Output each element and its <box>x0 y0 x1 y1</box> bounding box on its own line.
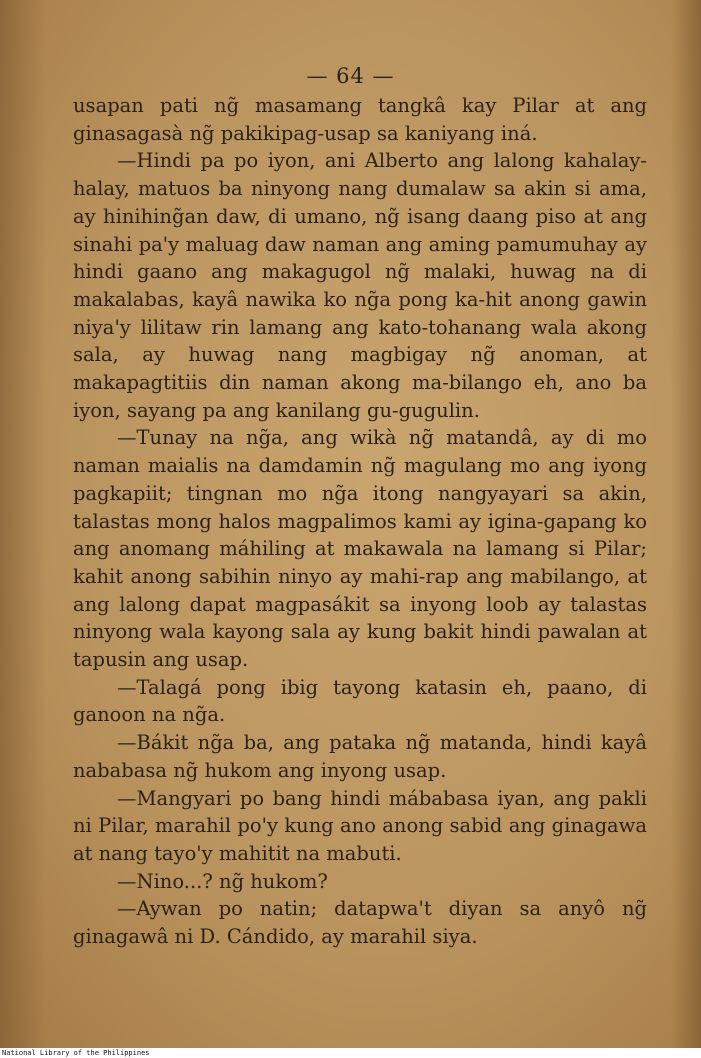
body-text <box>73 92 647 951</box>
paragraph: —Mangyari po bang hindi mábabasa iyan, ang pakli ni Pilar, marahil po'y kung ano anong sabid ang ginagawa at nang tayo'y mahitit na mabuti. <box>73 786 647 865</box>
page-number: — 64 — <box>306 64 395 88</box>
paragraph: usapan pati ng̃ masamang tangkâ kay Pilar at ang ginasagasà ng̃ pakikipag-usap sa kaniyang iná. <box>73 94 647 145</box>
paragraph: —Aywan po natin; datapwa't diyan sa anyô ng̃ ginagawâ ni D. Cándido, ay marahil siya. <box>73 897 647 949</box>
footer-strip <box>0 1048 701 1058</box>
paragraph: —Talagá pong ibig tayong katasin eh, paano, di ganoon na ng̃a. <box>73 675 647 727</box>
paragraph: —Tunay na ng̃a, ang wikà ng̃ matandâ, ay di mo naman maialis na damdamin ng̃ magulang mo ang iyong pagkapiit; tingnan mo ng̃a itong nangyayari sa akin, talastas mong halos magpalimos kami ay igina-gapang ko ang anomang máhiling at makawala na lamang si Pilar; kahit anong sabihin ninyo ay mahi-rap ang mabilango, at ang lalong dapat magpasákit sa inyong loob ay talastas ninyong wala kayong sala ay kung bakit hindi pawalan at tapusin ang usap. <box>73 426 647 672</box>
library-credit: National Library of the Philippines <box>2 1049 150 1057</box>
paragraph: —Bákit ng̃a ba, ang pataka ng̃ matanda, hindi kayâ nababasa ng̃ hukom ang inyong usap. <box>73 731 647 782</box>
page-edge-shadow-left <box>0 0 46 1048</box>
paragraph: —Nino...? ng̃ hukom? <box>117 869 328 893</box>
paragraph: —Hindi pa po iyon, ani Alberto ang lalong kahalay-halay, matuos ba ninyong nang dumalaw sa akin si ama, ay hinihing̃an daw, di umano, ng̃ isang daang piso at ang sinahi pa'y maluag daw naman ang aming pamumuhay ay hindi gaano ang makagugol ng̃ malaki, huwag na di makalabas, kayâ nawika ko ng̃a pong ka-hit anong gawin niya'y lilitaw rin lamang ang kato-tohanang wala akong sala, ay huwag nang magbigay ng̃ anoman, at makapagtitiis din naman akong ma-bilango eh, ano ba iyon, sayang pa ang kanilang gu-gugulin. <box>73 149 647 422</box>
page-edge-shadow-right <box>671 0 701 1048</box>
